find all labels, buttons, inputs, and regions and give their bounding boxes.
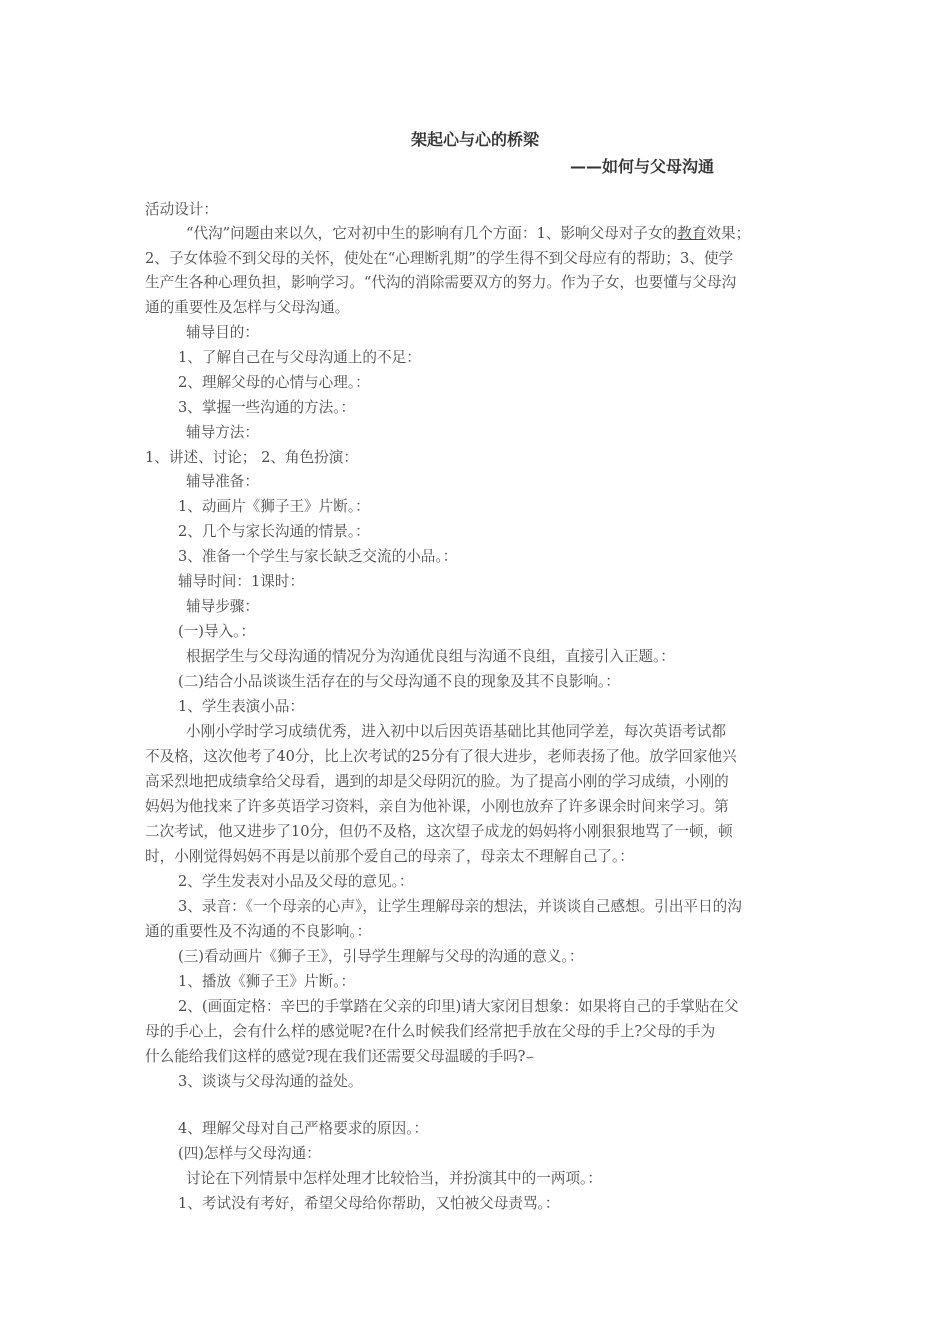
list-item: 3、准备一个学生与家长缺乏交流的小品。： xyxy=(178,548,458,565)
step-heading: (四)怎样与父母沟通： xyxy=(178,1145,321,1162)
list-item: 2、(画面定格：辛巴的手掌踏在父亲的印里)请大家闭目想象：如果将自己的手掌贴在父 xyxy=(178,998,739,1015)
list-item: 1、了解自己在与父母沟通上的不足： xyxy=(178,349,421,366)
list-item: 1、考试没有考好，希望父母给你帮助，又怕被父母责骂。： xyxy=(178,1195,560,1212)
step-heading: (一)导入。： xyxy=(178,623,256,640)
paragraph-line: 不及格，这次他考了40分，比上次考试的25分有了很大进步，老师表扬了他。放学回家他兴 xyxy=(145,748,737,765)
list-item: 3、谈谈与父母沟通的益处。 xyxy=(178,1073,363,1090)
paragraph-line: 根据学生与父母沟通的情况分为沟通优良组与沟通不良组，直接引入正题。： xyxy=(186,648,675,665)
paragraph-line: 二次考试，他又进步了10分，但仍不及格，这次望子成龙的妈妈将小刚狠狠地骂了一顿，顿 xyxy=(145,823,733,840)
list-item: 1、学生表演小品： xyxy=(178,698,305,715)
section-heading: 辅导方法： xyxy=(186,424,259,441)
list-item: 1、播放《狮子王》片断。： xyxy=(178,973,356,990)
paragraph-line: 什么能给我们这样的感觉?现在我们还需要父母温暖的手吗?∽ xyxy=(145,1048,535,1065)
paragraph-line: 讨论在下列情景中怎样处理才比较恰当，并扮演其中的一两项。： xyxy=(186,1170,602,1187)
list-item: 4、理解父母对自己严格要求的原因。： xyxy=(178,1120,429,1137)
paragraph-line: 通的重要性及怎样与父母沟通。 xyxy=(145,299,350,316)
list-item: 1、动画片《狮子王》片断。： xyxy=(178,498,370,515)
paragraph-line: 通的重要性及不沟通的不良影响。： xyxy=(145,923,372,940)
section-heading: 活动设计： xyxy=(145,201,218,218)
list-item: 2、学生发表对小品及父母的意见。： xyxy=(178,873,414,890)
list-item: 3、掌握一些沟通的方法。： xyxy=(178,399,356,416)
squiggle-icon: ∽ xyxy=(525,1051,535,1064)
step-heading: (三)看动画片《狮子王》，引导学生理解与父母的沟通的意义。： xyxy=(178,948,584,965)
section-heading: 辅导步骤： xyxy=(186,598,259,615)
paragraph-line: “代沟”问题由来以久，它对初中生的影响有几个方面：1、影响父母对子女的教育效果； xyxy=(186,225,751,242)
document-subtitle: ——如何与父母沟通 xyxy=(570,157,715,176)
section-heading: 辅导目的： xyxy=(186,324,259,341)
list-item: 1、讲述、讨论； 2、角色扮演： xyxy=(145,449,358,466)
list-item: 3、录音：《一个母亲的心声》，让学生理解母亲的想法，并谈谈自己感想。引出平日的沟 xyxy=(178,898,742,915)
paragraph-line: 2、子女体验不到父母的关怀，使处在“心理断乳期”的学生得不到父母应有的帮助；3、使学 xyxy=(145,250,734,267)
paragraph-line: 小刚小学时学习成绩优秀，进入初中以后因英语基础比其他同学差，每次英语考试都 xyxy=(186,723,726,740)
link-text[interactable]: 教育 xyxy=(677,225,707,242)
paragraph-line: 高采烈地把成绩拿给父母看，遇到的却是父母阴沉的脸。为了提高小刚的学习成绩，小刚的 xyxy=(145,773,729,790)
step-heading: (二)结合小品谈谈生活存在的与父母沟通不良的现象及其不良影响。： xyxy=(178,673,620,690)
list-item: 2、理解父母的心情与心理。： xyxy=(178,374,370,391)
list-item: 2、几个与家长沟通的情景。： xyxy=(178,523,370,540)
section-heading: 辅导准备： xyxy=(186,473,259,490)
paragraph-line: 妈妈为他找来了许多英语学习资料，亲自为他补课，小刚也放弃了许多课余时间来学习。第 xyxy=(145,798,729,815)
paragraph-line: 生产生各种心理负担，影响学习。“代沟的消除需要双方的努力。作为子女，也要懂与父母沟 xyxy=(145,274,737,291)
document-title: 架起心与心的桥梁 xyxy=(410,130,539,149)
paragraph-line: 时，小刚觉得妈妈不再是以前那个爱自己的母亲了，母亲太不理解自己了。： xyxy=(145,848,634,865)
paragraph-line: 母的手心上，会有什么样的感觉呢?在什么时候我们经常把手放在父母的手上?父母的手为 xyxy=(145,1023,716,1040)
section-heading: 辅导时间：1课时： xyxy=(178,573,305,590)
